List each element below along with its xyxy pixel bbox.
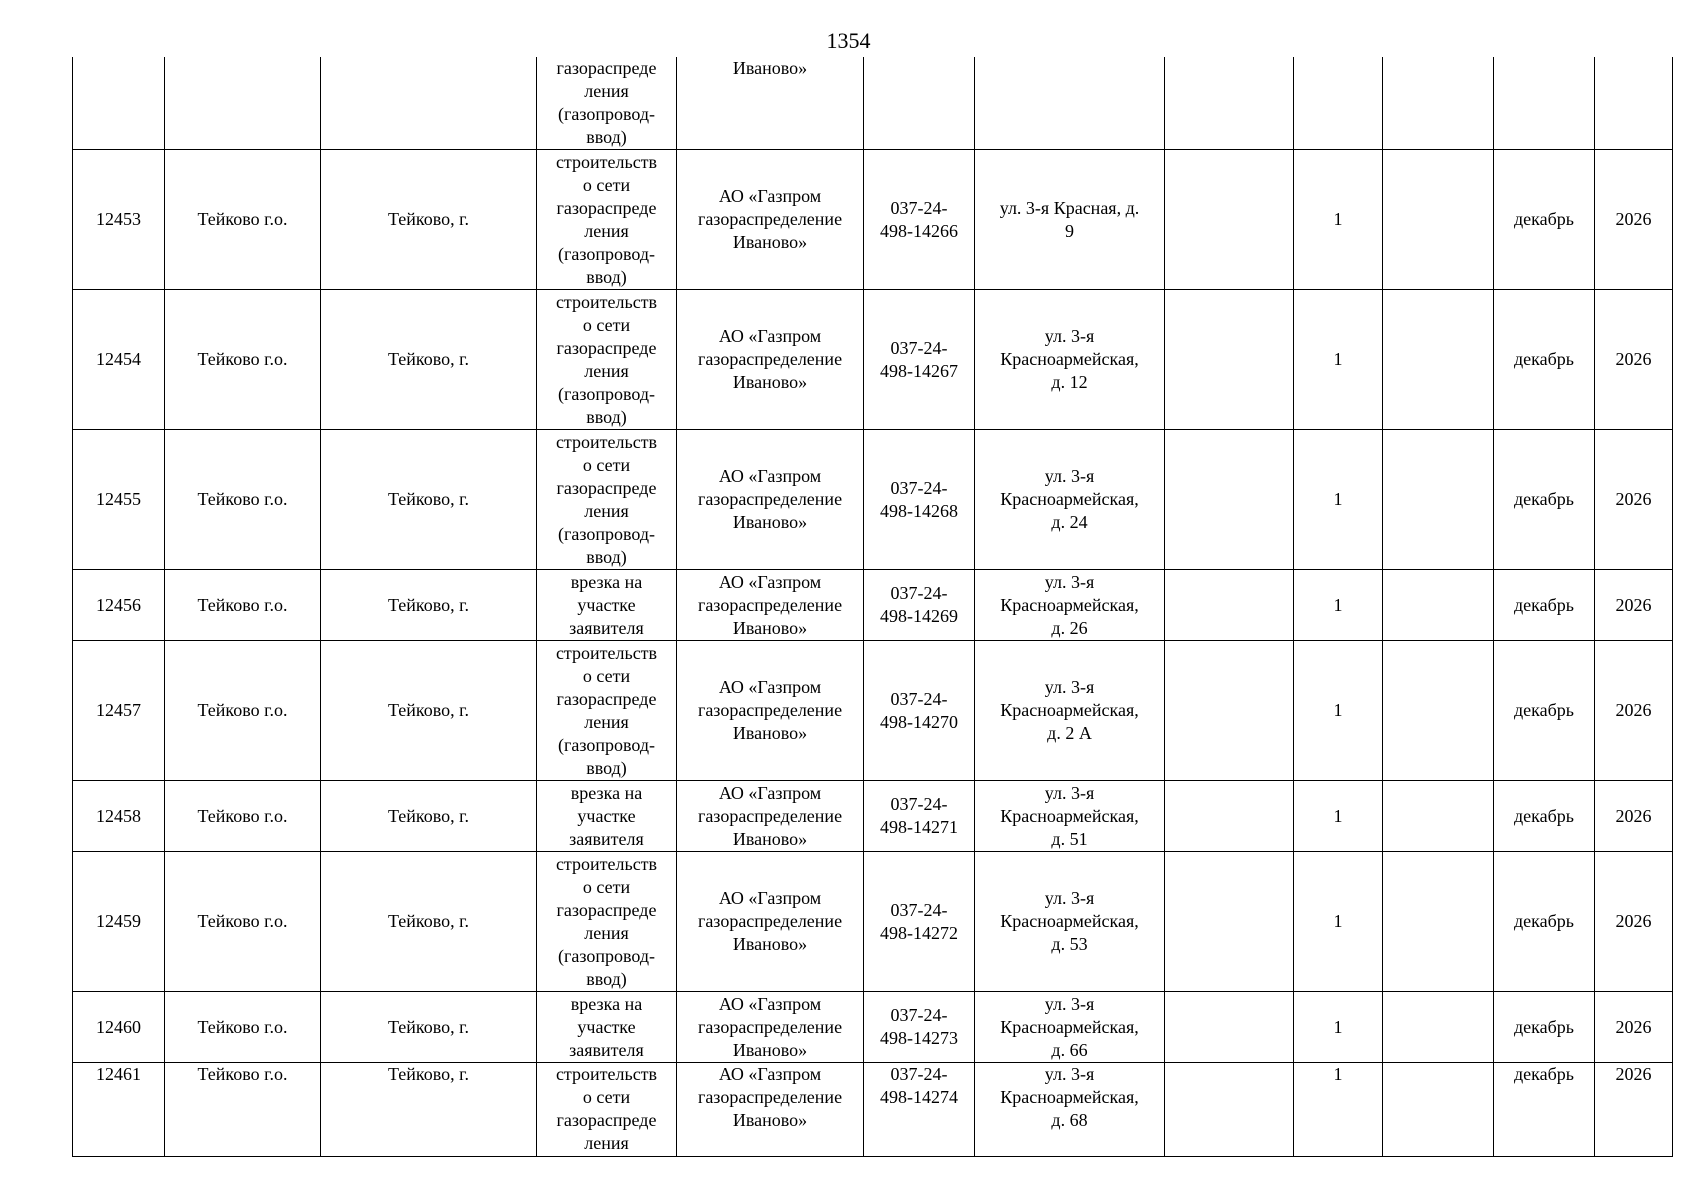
cell-empty-1 — [1165, 992, 1294, 1063]
cell-year: 2026 — [1595, 781, 1673, 852]
cell-empty-1 — [1165, 852, 1294, 992]
cell-year: 2026 — [1595, 150, 1673, 290]
cell-year: 2026 — [1595, 641, 1673, 781]
cell-empty-1 — [1165, 641, 1294, 781]
cell-work-type: строительств о сети газораспреде ления (газопровод- ввод) — [537, 430, 677, 570]
cell-organization: АО «Газпром газораспределение Иваново» — [677, 781, 864, 852]
cell-locality: Тейково, г. — [321, 290, 537, 430]
cell-empty-2 — [1383, 641, 1494, 781]
cell-empty-2 — [1383, 57, 1494, 150]
cell-organization: АО «Газпром газораспределение Иваново» — [677, 992, 864, 1063]
table-row — [73, 570, 1673, 641]
cell-num: 12459 — [73, 852, 165, 992]
cell-locality: Тейково, г. — [321, 641, 537, 781]
cell-month: декабрь — [1494, 430, 1595, 570]
cell-address: ул. 3-я Красноармейская, д. 51 — [975, 781, 1165, 852]
cell-address: ул. 3-я Красноармейская, д. 12 — [975, 290, 1165, 430]
cell-month: декабрь — [1494, 992, 1595, 1063]
cell-code: 037-24- 498-14272 — [864, 852, 975, 992]
cell-work-type: строительств о сети газораспреде ления (газопровод- ввод) — [537, 641, 677, 781]
cell-year: 2026 — [1595, 290, 1673, 430]
cell-work-type: строительств о сети газораспреде ления (газопровод- ввод) — [537, 150, 677, 290]
cell-month: декабрь — [1494, 641, 1595, 781]
cell-organization: Иваново» — [677, 57, 864, 150]
cell-month: декабрь — [1494, 290, 1595, 430]
cell-empty-2 — [1383, 1063, 1494, 1157]
table-row-continued — [73, 57, 1673, 150]
cell-organization: АО «Газпром газораспределение Иваново» — [677, 852, 864, 992]
cell-empty-2 — [1383, 150, 1494, 290]
cell-address: ул. 3-я Красноармейская, д. 66 — [975, 992, 1165, 1063]
cell-num: 12458 — [73, 781, 165, 852]
table-row — [73, 150, 1673, 290]
cell-work-type: строительств о сети газораспреде ления (газопровод- ввод) — [537, 290, 677, 430]
cell-empty-2 — [1383, 992, 1494, 1063]
cell-year: 2026 — [1595, 430, 1673, 570]
cell-qty: 1 — [1294, 852, 1383, 992]
cell-empty-1 — [1165, 57, 1294, 150]
cell-locality: Тейково, г. — [321, 150, 537, 290]
cell-year: 2026 — [1595, 852, 1673, 992]
cell-qty: 1 — [1294, 430, 1383, 570]
cell-year: 2026 — [1595, 570, 1673, 641]
table-row — [73, 290, 1673, 430]
cell-qty: 1 — [1294, 1063, 1383, 1157]
cell-code: 037-24- 498-14267 — [864, 290, 975, 430]
cell-empty-1 — [1165, 150, 1294, 290]
cell-locality: Тейково, г. — [321, 992, 537, 1063]
cell-district: Тейково г.о. — [165, 852, 321, 992]
cell-district: Тейково г.о. — [165, 1063, 321, 1157]
cell-district: Тейково г.о. — [165, 992, 321, 1063]
cell-empty-1 — [1165, 290, 1294, 430]
page-number: 1354 — [826, 28, 871, 53]
cell-organization: АО «Газпром газораспределение Иваново» — [677, 290, 864, 430]
cell-address: ул. 3-я Красноармейская, д. 2 А — [975, 641, 1165, 781]
cell-empty-2 — [1383, 290, 1494, 430]
cell-month: декабрь — [1494, 1063, 1595, 1157]
cell-empty-1 — [1165, 430, 1294, 570]
cell-num: 12456 — [73, 570, 165, 641]
cell-locality: Тейково, г. — [321, 852, 537, 992]
cell-empty-1 — [1165, 781, 1294, 852]
cell-month: декабрь — [1494, 781, 1595, 852]
cell-work-type: врезка на участке заявителя — [537, 570, 677, 641]
cell-locality: Тейково, г. — [321, 781, 537, 852]
cell-qty: 1 — [1294, 150, 1383, 290]
cell-num — [73, 57, 165, 150]
cell-code: 037-24- 498-14269 — [864, 570, 975, 641]
cell-qty: 1 — [1294, 641, 1383, 781]
table-row — [73, 852, 1673, 992]
cell-work-type: строительств о сети газораспреде ления (газопровод- ввод) — [537, 852, 677, 992]
cell-address: ул. 3-я Красноармейская, д. 68 — [975, 1063, 1165, 1157]
cell-num: 12460 — [73, 992, 165, 1063]
cell-work-type: врезка на участке заявителя — [537, 992, 677, 1063]
cell-num: 12461 — [73, 1063, 165, 1157]
table-row — [73, 1063, 1673, 1157]
cell-district: Тейково г.о. — [165, 290, 321, 430]
cell-district: Тейково г.о. — [165, 781, 321, 852]
cell-address — [975, 57, 1165, 150]
cell-address: ул. 3-я Красноармейская, д. 24 — [975, 430, 1165, 570]
cell-month: декабрь — [1494, 852, 1595, 992]
cell-qty: 1 — [1294, 570, 1383, 641]
cell-organization: АО «Газпром газораспределение Иваново» — [677, 430, 864, 570]
cell-year — [1595, 57, 1673, 150]
cell-month: декабрь — [1494, 570, 1595, 641]
cell-num: 12457 — [73, 641, 165, 781]
cell-code: 037-24- 498-14273 — [864, 992, 975, 1063]
cell-organization: АО «Газпром газораспределение Иваново» — [677, 570, 864, 641]
cell-address: ул. 3-я Красноармейская, д. 53 — [975, 852, 1165, 992]
cell-work-type: газораспреде ления (газопровод- ввод) — [537, 57, 677, 150]
cell-organization: АО «Газпром газораспределение Иваново» — [677, 150, 864, 290]
cell-organization: АО «Газпром газораспределение Иваново» — [677, 1063, 864, 1157]
cell-code: 037-24- 498-14268 — [864, 430, 975, 570]
cell-num: 12453 — [73, 150, 165, 290]
cell-qty: 1 — [1294, 290, 1383, 430]
cell-num: 12454 — [73, 290, 165, 430]
cell-code: 037-24- 498-14266 — [864, 150, 975, 290]
cell-work-type: врезка на участке заявителя — [537, 781, 677, 852]
cell-code: 037-24- 498-14274 — [864, 1063, 975, 1157]
cell-qty — [1294, 57, 1383, 150]
cell-empty-2 — [1383, 852, 1494, 992]
cell-address: ул. 3-я Красная, д. 9 — [975, 150, 1165, 290]
cell-code — [864, 57, 975, 150]
table-row — [73, 430, 1673, 570]
cell-locality — [321, 57, 537, 150]
cell-district: Тейково г.о. — [165, 641, 321, 781]
cell-empty-1 — [1165, 570, 1294, 641]
cell-work-type: строительств о сети газораспреде ления — [537, 1063, 677, 1157]
table-row — [73, 992, 1673, 1063]
cell-organization: АО «Газпром газораспределение Иваново» — [677, 641, 864, 781]
cell-month — [1494, 57, 1595, 150]
cell-empty-2 — [1383, 430, 1494, 570]
cell-code: 037-24- 498-14270 — [864, 641, 975, 781]
cell-year: 2026 — [1595, 992, 1673, 1063]
registry-table — [72, 57, 1673, 1157]
cell-district: Тейково г.о. — [165, 150, 321, 290]
cell-empty-2 — [1383, 570, 1494, 641]
cell-empty-1 — [1165, 1063, 1294, 1157]
cell-district: Тейково г.о. — [165, 570, 321, 641]
cell-district — [165, 57, 321, 150]
cell-code: 037-24- 498-14271 — [864, 781, 975, 852]
cell-district: Тейково г.о. — [165, 430, 321, 570]
cell-empty-2 — [1383, 781, 1494, 852]
cell-address: ул. 3-я Красноармейская, д. 26 — [975, 570, 1165, 641]
cell-year: 2026 — [1595, 1063, 1673, 1157]
table-body — [73, 57, 1673, 1157]
cell-num: 12455 — [73, 430, 165, 570]
table-row — [73, 781, 1673, 852]
cell-locality: Тейково, г. — [321, 1063, 537, 1157]
cell-locality: Тейково, г. — [321, 430, 537, 570]
cell-qty: 1 — [1294, 992, 1383, 1063]
table-row — [73, 641, 1673, 781]
cell-month: декабрь — [1494, 150, 1595, 290]
cell-qty: 1 — [1294, 781, 1383, 852]
cell-locality: Тейково, г. — [321, 570, 537, 641]
